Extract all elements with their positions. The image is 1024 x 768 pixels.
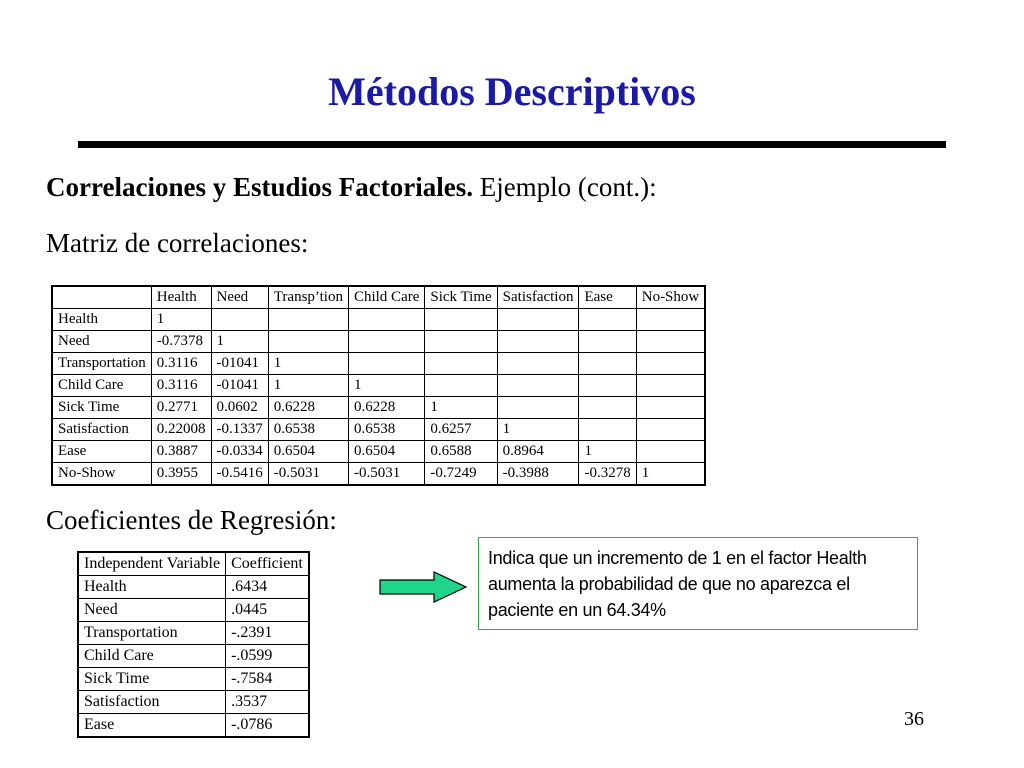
row-label-cell: Health — [52, 309, 151, 331]
value-cell — [425, 309, 497, 331]
value-cell — [497, 353, 579, 375]
value-cell — [579, 309, 636, 331]
value-cell — [348, 309, 424, 331]
row-label-cell: Satisfaction — [78, 691, 226, 714]
value-cell: 0.3116 — [151, 353, 211, 375]
value-cell: 0.3887 — [151, 441, 211, 463]
value-cell: -0.3988 — [497, 463, 579, 486]
table-row — [52, 397, 705, 419]
slide-subtitle — [46, 172, 657, 203]
row-label-cell: Need — [78, 599, 226, 622]
value-cell — [497, 375, 579, 397]
value-cell: 0.0602 — [211, 397, 268, 419]
value-cell — [348, 353, 424, 375]
table-row — [78, 691, 309, 714]
column-header: Coefficient — [226, 552, 309, 576]
column-header: Transp’tion — [268, 286, 348, 309]
slide-title: Métodos Descriptivos — [328, 69, 696, 114]
value-cell — [636, 397, 705, 419]
value-cell: 1 — [268, 375, 348, 397]
value-cell: 1 — [636, 463, 705, 486]
table-row — [78, 599, 309, 622]
value-cell: 1 — [497, 419, 579, 441]
callout-box: Indica que un incremento de 1 en el factor Health aumenta la probabilidad de que no aparezca el paciente en un 64.34% — [478, 537, 918, 630]
row-label-cell: Sick Time — [52, 397, 151, 419]
value-cell — [425, 353, 497, 375]
table-row — [78, 576, 309, 599]
row-label-cell: Transportation — [52, 353, 151, 375]
row-label-cell: Transportation — [78, 622, 226, 645]
table-header-row — [78, 552, 309, 576]
row-label-cell: Ease — [52, 441, 151, 463]
value-cell: -0.7249 — [425, 463, 497, 486]
value-cell: -01041 — [211, 375, 268, 397]
value-cell — [636, 441, 705, 463]
table-row — [78, 668, 309, 691]
value-cell: 0.3955 — [151, 463, 211, 486]
value-cell — [579, 419, 636, 441]
value-cell: 1 — [425, 397, 497, 419]
table-row — [52, 375, 705, 397]
value-cell — [497, 397, 579, 419]
table-row — [78, 622, 309, 645]
matrix-label: Matriz de correlaciones: — [46, 228, 309, 258]
column-header: Satisfaction — [497, 286, 579, 309]
row-label-cell: No-Show — [52, 463, 151, 486]
row-label-cell: Sick Time — [78, 668, 226, 691]
value-cell — [636, 353, 705, 375]
value-cell: 1 — [268, 353, 348, 375]
title-divider — [78, 141, 946, 148]
row-label-cell: Need — [52, 331, 151, 353]
value-cell — [348, 331, 424, 353]
value-cell: -0.5031 — [348, 463, 424, 486]
value-cell: -0.7378 — [151, 331, 211, 353]
table-row — [78, 645, 309, 668]
table-row — [52, 463, 705, 486]
row-label-cell: Satisfaction — [52, 419, 151, 441]
value-cell: .0445 — [226, 599, 309, 622]
row-label-cell: Child Care — [78, 645, 226, 668]
table-row — [52, 309, 705, 331]
value-cell: 0.6228 — [268, 397, 348, 419]
value-cell — [579, 397, 636, 419]
value-cell: -.7584 — [226, 668, 309, 691]
column-header-corner — [52, 286, 151, 309]
value-cell — [579, 375, 636, 397]
value-cell: .3537 — [226, 691, 309, 714]
row-label-cell: Ease — [78, 714, 226, 738]
value-cell: -.0599 — [226, 645, 309, 668]
column-header-corner: Independent Variable — [78, 552, 226, 576]
value-cell: 0.6257 — [425, 419, 497, 441]
value-cell — [636, 419, 705, 441]
value-cell: -0.3278 — [579, 463, 636, 486]
table-row — [52, 441, 705, 463]
value-cell: -0.1337 — [211, 419, 268, 441]
value-cell: 0.6504 — [348, 441, 424, 463]
correlation-matrix-table — [51, 285, 706, 486]
value-cell: -.2391 — [226, 622, 309, 645]
value-cell: -.0786 — [226, 714, 309, 738]
value-cell: 0.3116 — [151, 375, 211, 397]
value-cell: 0.2771 — [151, 397, 211, 419]
column-header: Sick Time — [425, 286, 497, 309]
right-arrow-icon — [378, 570, 468, 604]
table-header-row — [52, 286, 705, 309]
value-cell: -0.5416 — [211, 463, 268, 486]
subtitle-bold: Correlaciones y Estudios Factoriales. — [46, 172, 473, 202]
column-header: No-Show — [636, 286, 705, 309]
value-cell: .6434 — [226, 576, 309, 599]
value-cell: 1 — [211, 331, 268, 353]
page-number: 36 — [904, 708, 924, 730]
subtitle-rest: Ejemplo (cont.): — [472, 172, 657, 202]
value-cell — [497, 331, 579, 353]
column-header: Ease — [579, 286, 636, 309]
value-cell — [211, 309, 268, 331]
value-cell — [268, 331, 348, 353]
value-cell: 0.6504 — [268, 441, 348, 463]
value-cell: 0.22008 — [151, 419, 211, 441]
value-cell: 1 — [151, 309, 211, 331]
column-header: Need — [211, 286, 268, 309]
row-label-cell: Child Care — [52, 375, 151, 397]
value-cell — [636, 375, 705, 397]
table-row — [52, 331, 705, 353]
regression-label: Coeficientes de Regresión: — [46, 505, 337, 535]
value-cell — [268, 309, 348, 331]
table-row — [52, 419, 705, 441]
value-cell — [425, 375, 497, 397]
value-cell — [579, 331, 636, 353]
row-label-cell: Health — [78, 576, 226, 599]
value-cell — [497, 309, 579, 331]
value-cell — [579, 353, 636, 375]
value-cell: 1 — [579, 441, 636, 463]
value-cell: 0.6538 — [348, 419, 424, 441]
value-cell: -01041 — [211, 353, 268, 375]
value-cell — [636, 309, 705, 331]
value-cell: 0.8964 — [497, 441, 579, 463]
value-cell: 0.6538 — [268, 419, 348, 441]
value-cell: -0.0334 — [211, 441, 268, 463]
coefficients-table — [77, 551, 310, 738]
value-cell — [636, 331, 705, 353]
value-cell — [425, 331, 497, 353]
column-header: Health — [151, 286, 211, 309]
value-cell: 1 — [348, 375, 424, 397]
column-header: Child Care — [348, 286, 424, 309]
table-row — [78, 714, 309, 738]
value-cell: 0.6228 — [348, 397, 424, 419]
value-cell: 0.6588 — [425, 441, 497, 463]
value-cell: -0.5031 — [268, 463, 348, 486]
table-row — [52, 353, 705, 375]
